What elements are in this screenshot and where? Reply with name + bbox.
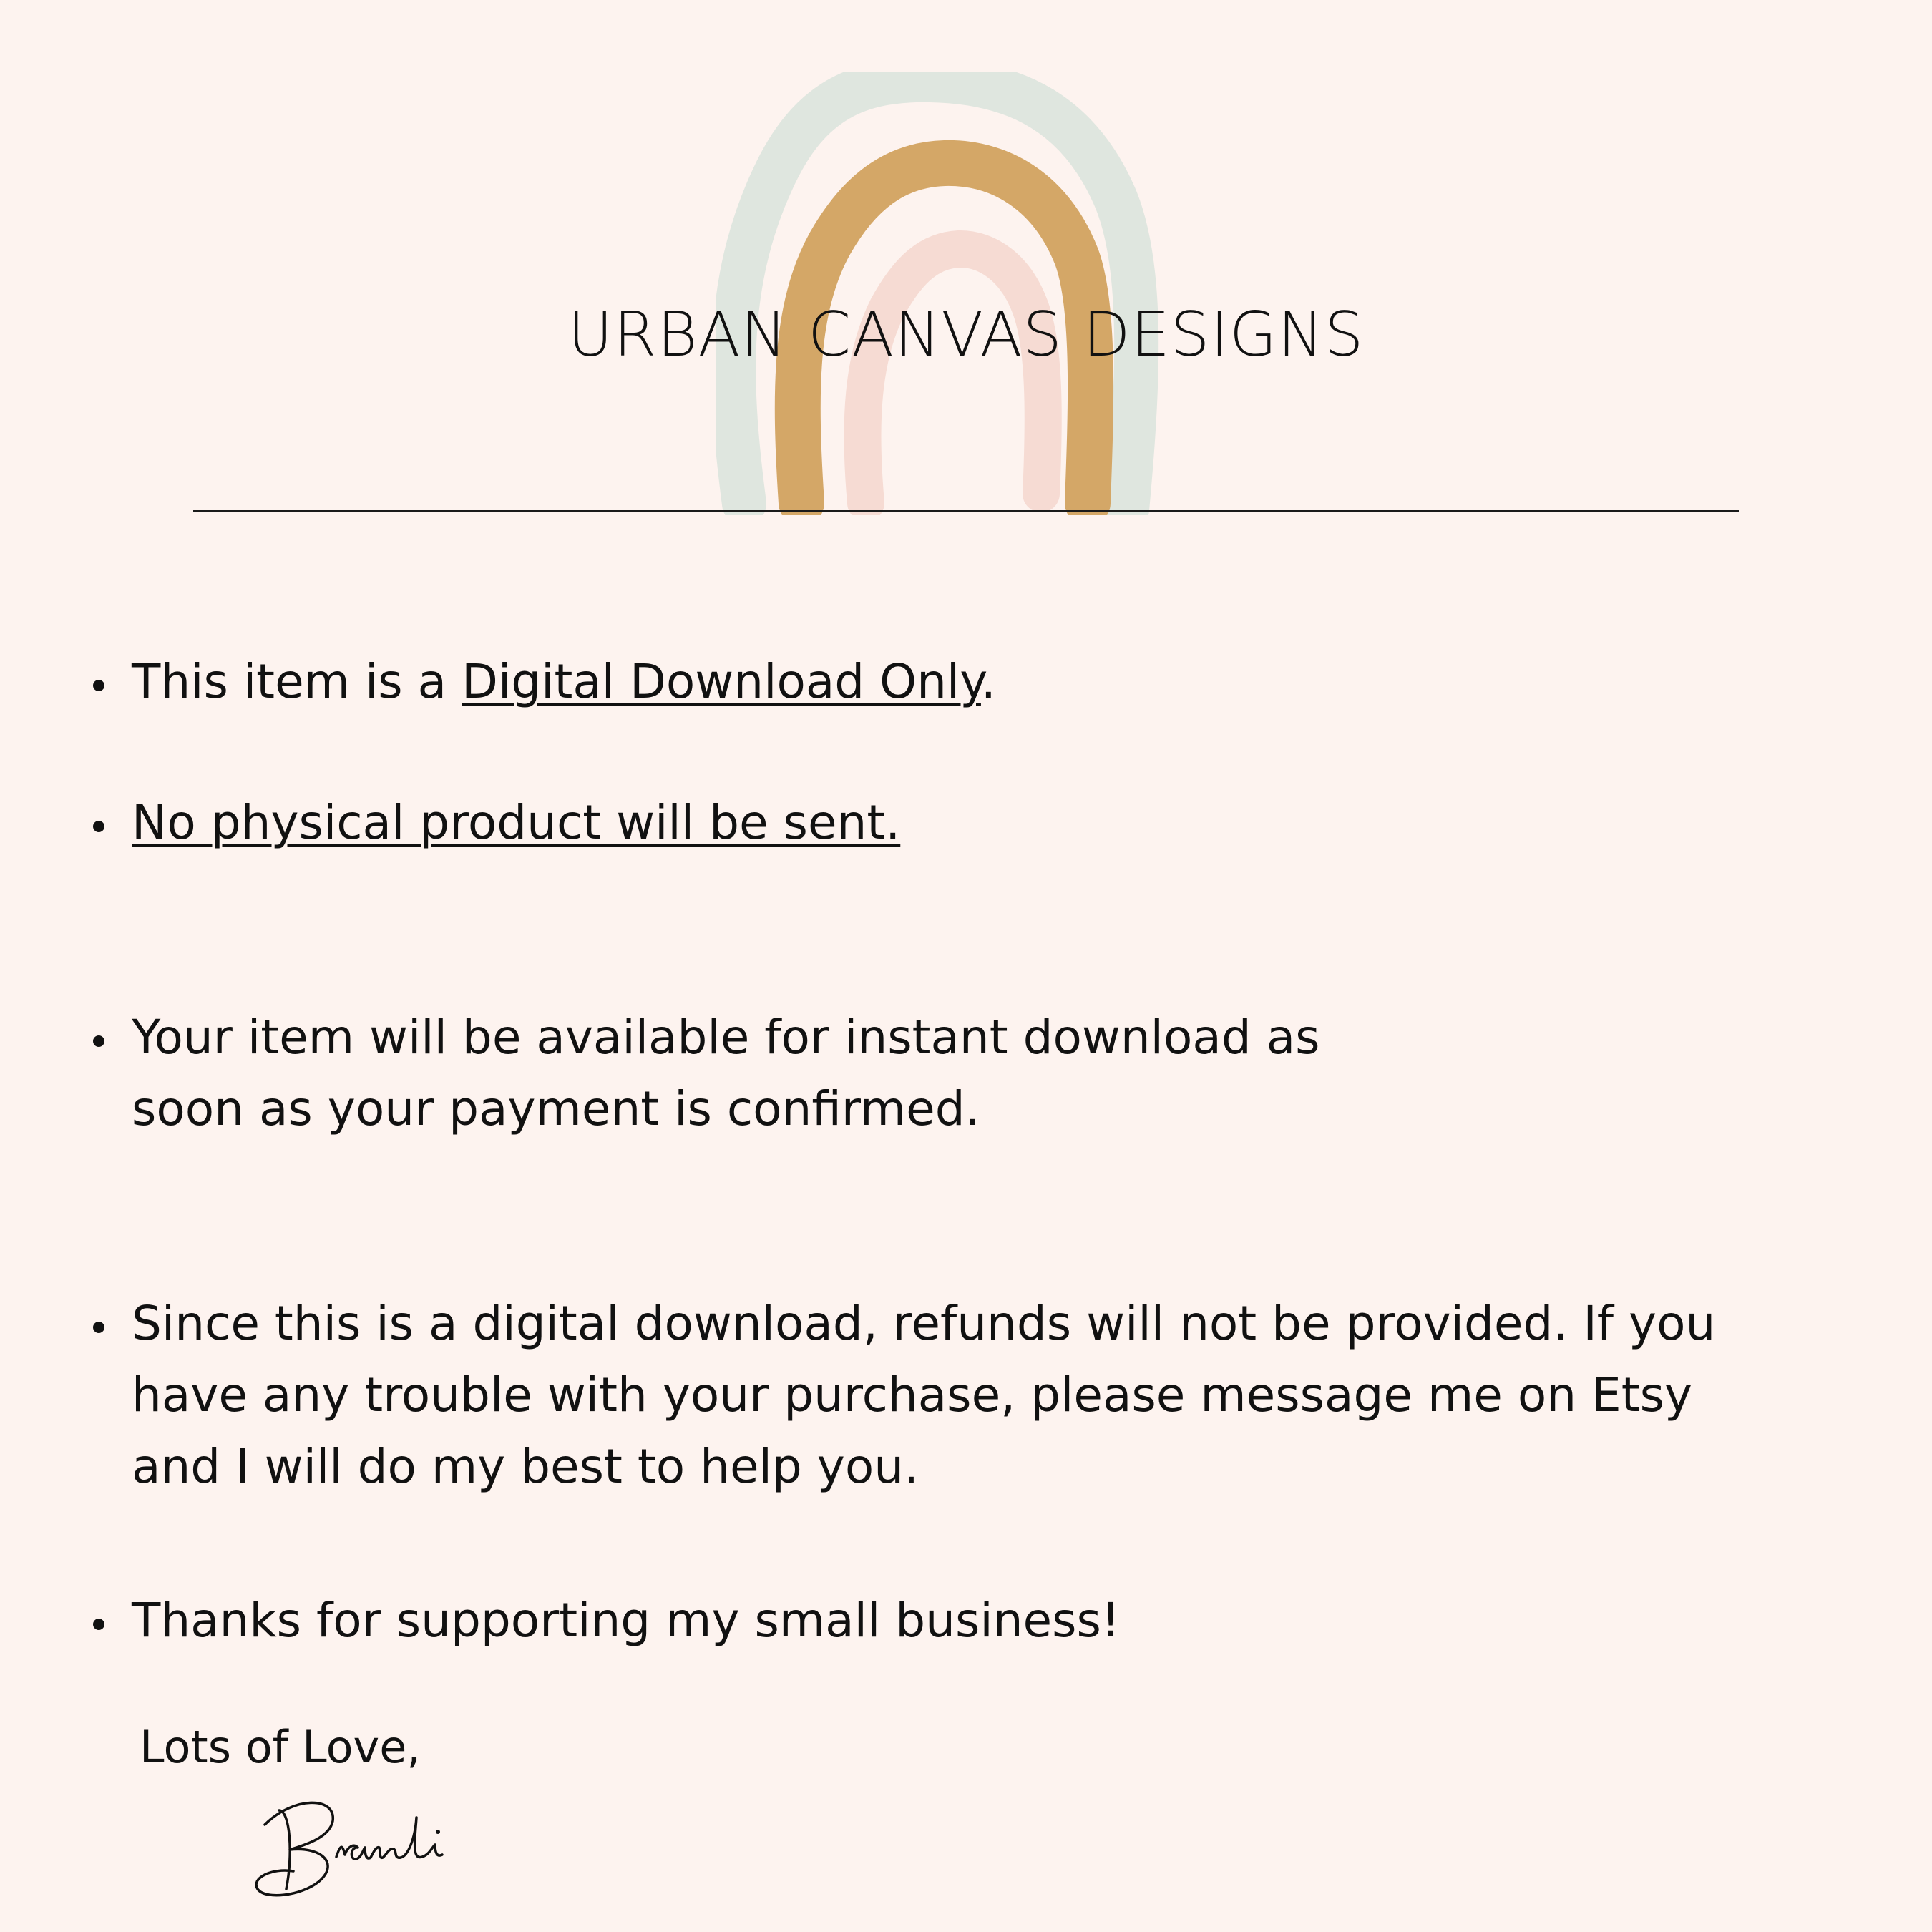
note-text: . [980,654,996,709]
note-3-line-1 [132,1010,1320,1065]
note-text: have any trouble with your purchase, please message me on Etsy [132,1367,1693,1423]
note-text: Since this is a digital download, refunds will not be provided. If you [132,1296,1716,1351]
note-text: This item is a [132,654,462,709]
brand-title: URBAN CANVAS DESIGNS [567,299,1365,371]
note-2-line-1 [132,795,901,850]
underlined-text: Digital Download Only [462,654,981,709]
note-text: Thanks for supporting my small business! [132,1593,1121,1648]
note-text: and I will do my best to help you. [132,1439,919,1494]
bullet-1 [93,680,104,691]
bullet-4 [93,1322,104,1333]
note-text: Your item will be available for instant download as [132,1010,1320,1065]
signoff-closing: Lots of Love, [140,1721,421,1773]
signature-brandi [250,1789,479,1911]
note-1-line-1 [132,654,996,709]
note-4-line-3 [132,1439,919,1494]
note-5-line-1 [132,1593,1121,1648]
bullet-5 [93,1619,104,1630]
note-3-line-2 [132,1081,980,1136]
note-4-line-1 [132,1296,1716,1351]
note-text: soon as your payment is confirmed. [132,1081,980,1136]
bullet-2 [93,821,104,832]
note-4-line-2 [132,1367,1693,1423]
underlined-text: No physical product will be sent. [132,795,901,850]
bullet-3 [93,1035,104,1047]
